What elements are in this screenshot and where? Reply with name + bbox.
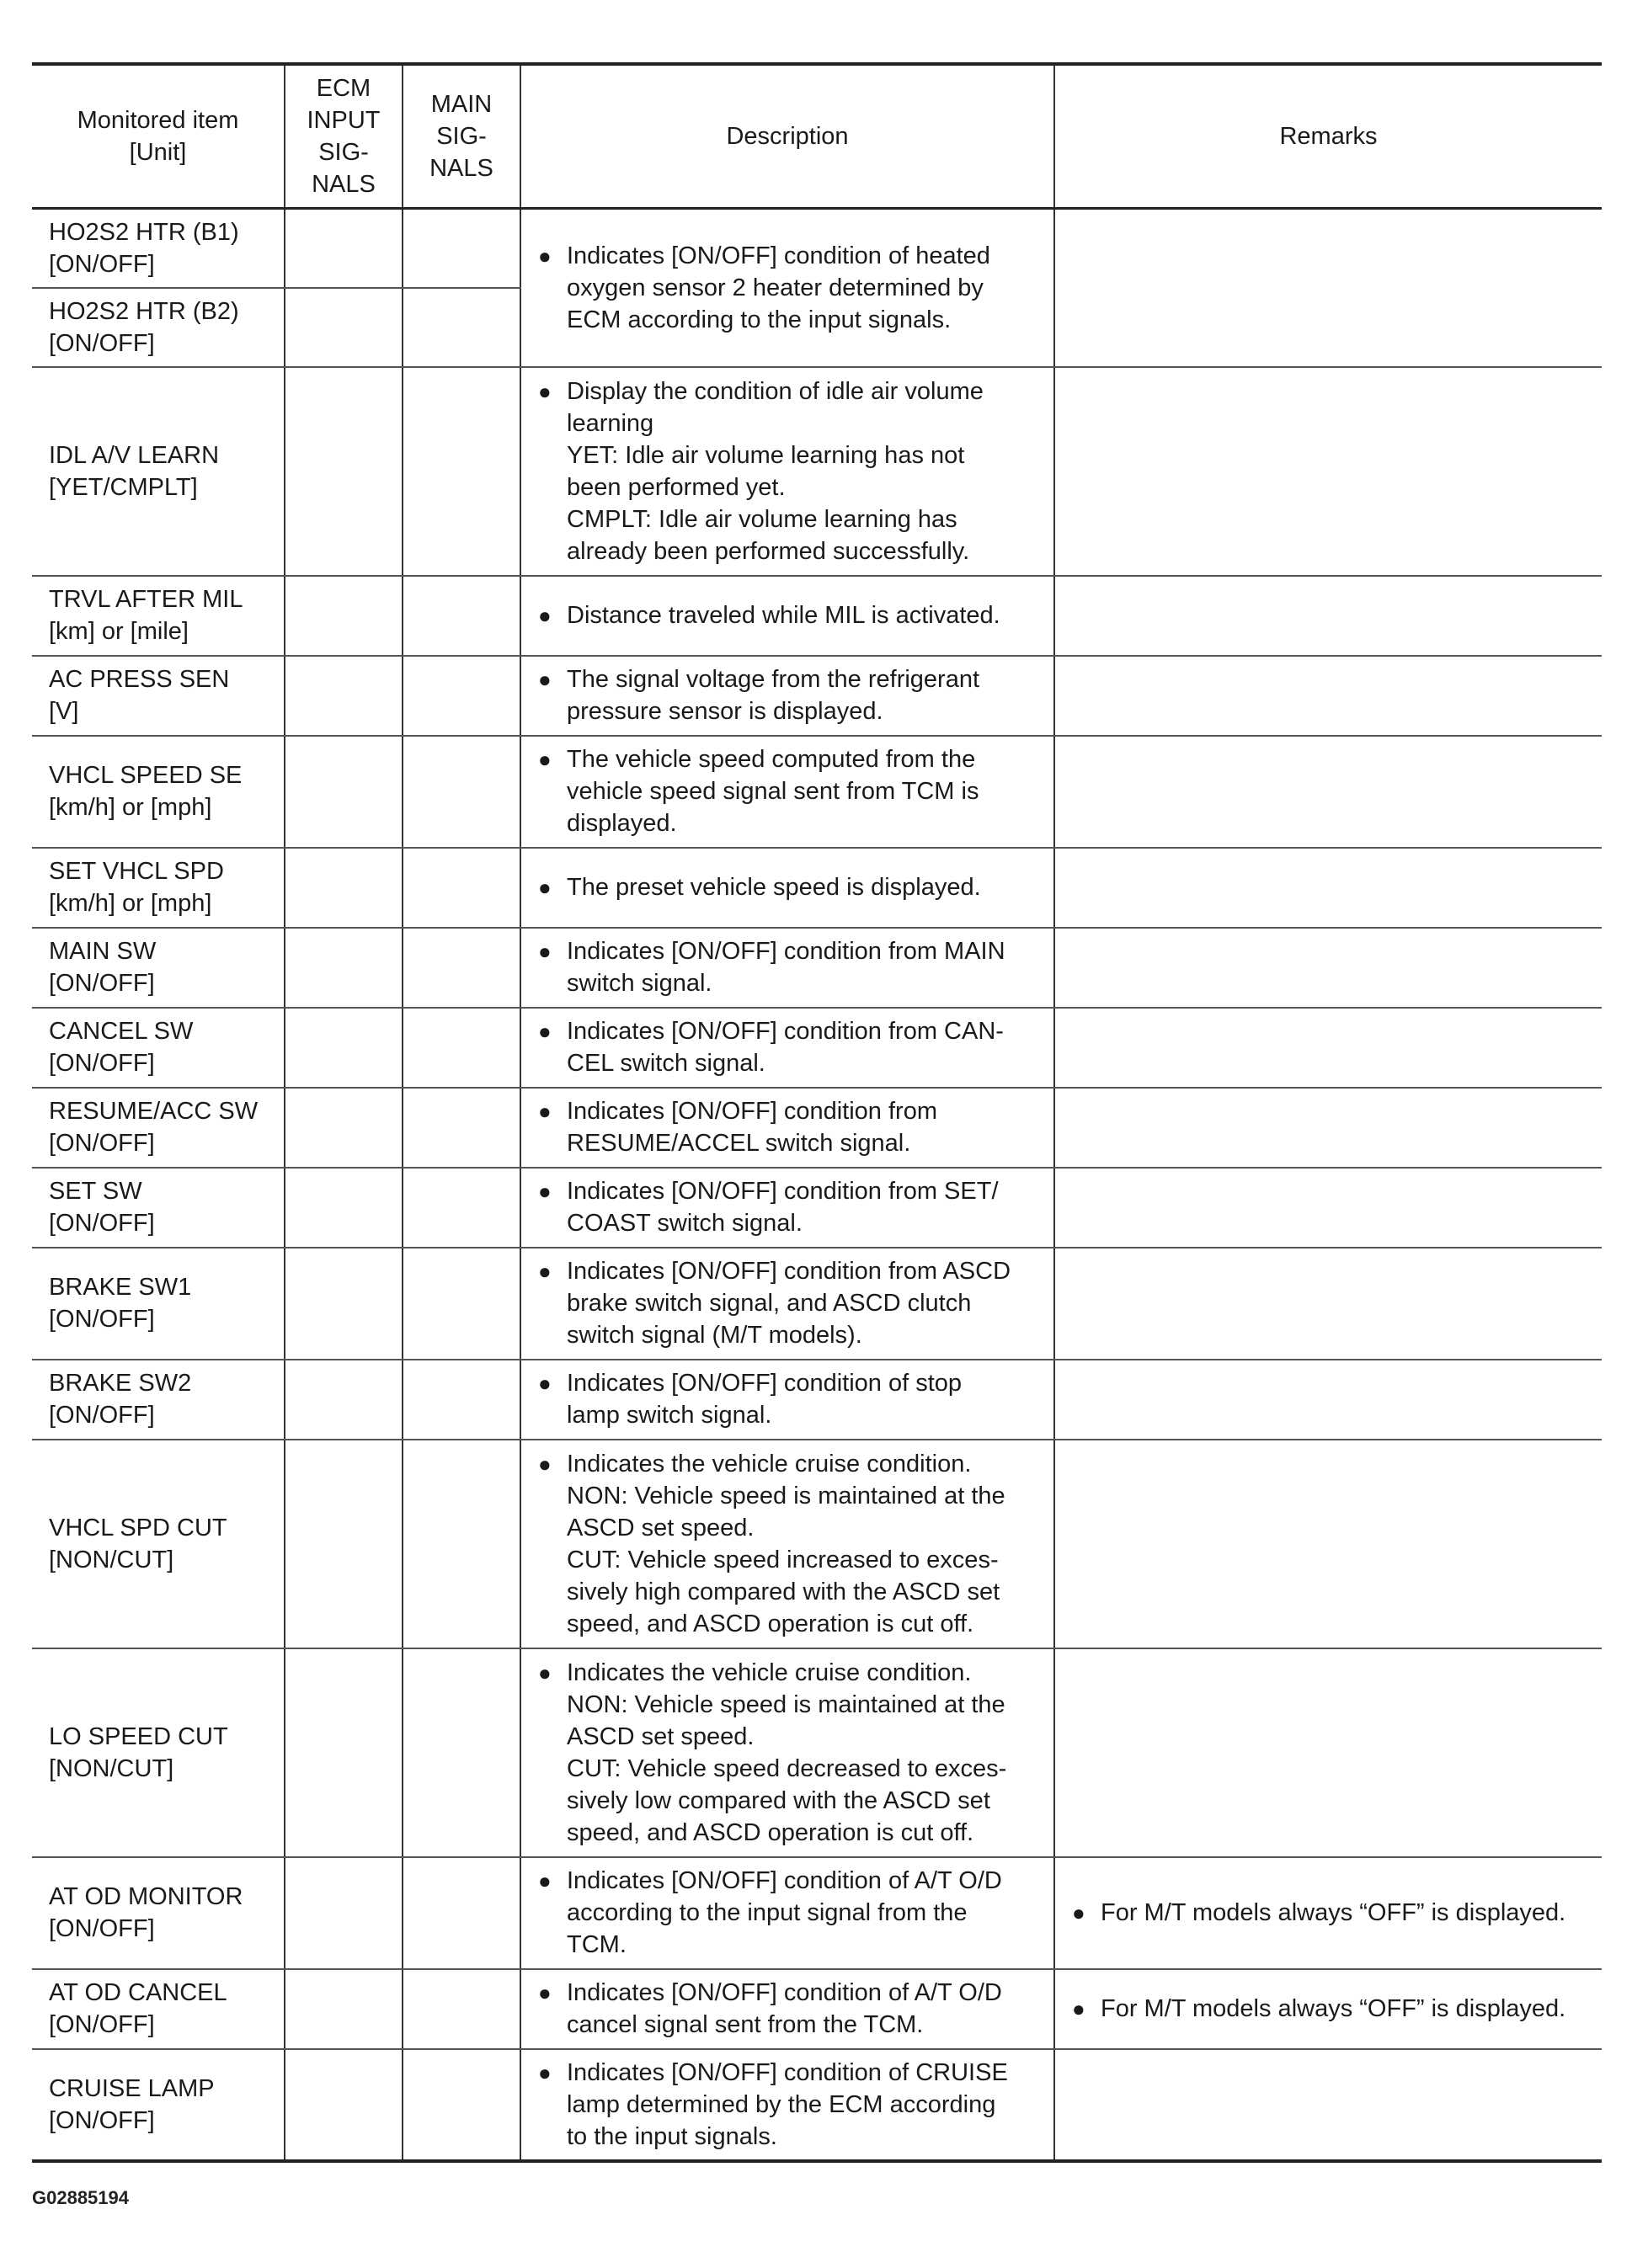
header-remarks: Remarks — [1054, 64, 1602, 209]
main-signal-cell — [403, 1008, 520, 1088]
remarks-cell: ● For M/T models always “OFF” is displayed. — [1054, 1969, 1602, 2049]
ecm-input-cell — [285, 848, 403, 928]
ecm-input-cell — [285, 1857, 403, 1969]
table-row — [32, 1008, 1602, 1088]
bullet-icon: ● — [538, 1659, 552, 1685]
table-row — [32, 1648, 1602, 1857]
bullet-icon: ● — [538, 1259, 552, 1284]
table-row — [32, 1440, 1602, 1648]
ecm-input-cell — [285, 576, 403, 656]
table-row — [32, 1969, 1602, 2049]
main-signal-cell — [403, 736, 520, 848]
remarks-cell: ● For M/T models always “OFF” is displayed. — [1054, 1857, 1602, 1969]
description-cell: ● Indicates [ON/OFF] condition of stop lamp switch signal. — [520, 1360, 1054, 1440]
description-cell: ● The preset vehicle speed is displayed. — [520, 848, 1054, 928]
main-signal-cell — [403, 1857, 520, 1969]
description-cell: ● Indicates [ON/OFF] condition of heated oxygen sensor 2 heater determined by ECM according to the input signals. — [520, 209, 1054, 367]
description-cell: ● Indicates [ON/OFF] condition from SET/ COAST switch signal. — [520, 1168, 1054, 1248]
monitored-item-cell: LO SPEED CUT [NON/CUT] — [32, 1648, 285, 1857]
remarks-cell — [1054, 1248, 1602, 1360]
ecm-input-cell — [285, 656, 403, 736]
monitored-item-cell: BRAKE SW2 [ON/OFF] — [32, 1360, 285, 1440]
table-row — [32, 2049, 1602, 2161]
main-signal-cell — [403, 1648, 520, 1857]
ecm-input-cell — [285, 209, 403, 288]
description-cell: ● Distance traveled while MIL is activated. — [520, 576, 1054, 656]
main-signal-cell — [403, 1440, 520, 1648]
bullet-icon: ● — [538, 1868, 552, 1893]
ecm-input-cell — [285, 367, 403, 576]
monitored-item-cell: AC PRESS SEN [V] — [32, 656, 285, 736]
monitored-item-cell: SET VHCL SPD [km/h] or [mph] — [32, 848, 285, 928]
ecm-input-cell — [285, 1008, 403, 1088]
remarks-cell — [1054, 576, 1602, 656]
remarks-cell — [1054, 848, 1602, 928]
main-signal-cell — [403, 2049, 520, 2161]
main-signal-cell — [403, 288, 520, 367]
bullet-icon: ● — [538, 875, 552, 900]
main-signal-cell — [403, 367, 520, 576]
ecm-input-cell — [285, 1168, 403, 1248]
table-row — [32, 736, 1602, 848]
bullet-icon: ● — [538, 747, 552, 772]
ecm-input-cell — [285, 1648, 403, 1857]
bullet-icon: ● — [538, 1371, 552, 1396]
description-cell: ● The signal voltage from the refrigerant pressure sensor is displayed. — [520, 656, 1054, 736]
monitored-item-cell: BRAKE SW1 [ON/OFF] — [32, 1248, 285, 1360]
table-row — [32, 848, 1602, 928]
remarks-cell — [1054, 367, 1602, 576]
monitored-item-cell: IDL A/V LEARN [YET/CMPLT] — [32, 367, 285, 576]
main-signal-cell — [403, 928, 520, 1008]
bullet-icon: ● — [1072, 1996, 1085, 2021]
remarks-cell — [1054, 928, 1602, 1008]
remarks-cell — [1054, 1168, 1602, 1248]
monitored-item-cell: AT OD MONITOR [ON/OFF] — [32, 1857, 285, 1969]
bullet-icon: ● — [538, 242, 552, 269]
table-row — [32, 1168, 1602, 1248]
monitored-item-cell: CRUISE LAMP [ON/OFF] — [32, 2049, 285, 2161]
monitored-item-cell: SET SW [ON/OFF] — [32, 1168, 285, 1248]
table-row — [32, 928, 1602, 1008]
description-cell: ● Indicates [ON/OFF] condition of A/T O/D according to the input signal from the TCM. — [520, 1857, 1054, 1969]
bullet-icon: ● — [538, 1099, 552, 1124]
main-signal-cell — [403, 1360, 520, 1440]
bullet-icon: ● — [538, 603, 552, 628]
ecm-input-cell — [285, 288, 403, 367]
bullet-icon: ● — [538, 939, 552, 964]
remarks-cell — [1054, 1440, 1602, 1648]
monitored-item-cell: TRVL AFTER MIL [km] or [mile] — [32, 576, 285, 656]
remarks-cell — [1054, 2049, 1602, 2161]
remarks-cell — [1054, 736, 1602, 848]
monitored-item-cell: AT OD CANCEL [ON/OFF] — [32, 1969, 285, 2049]
bullet-icon: ● — [538, 378, 552, 404]
monitor-table — [32, 62, 1602, 2163]
description-cell: ● Display the condition of idle air volume learning YET: Idle air volume learning has not been performed yet. CMPLT: Idle air volume learning has already been performed successfully. — [520, 367, 1054, 576]
table-row — [32, 367, 1602, 576]
ecm-input-cell — [285, 1440, 403, 1648]
description-cell: ● Indicates the vehicle cruise condition. NON: Vehicle speed is maintained at the ASCD set speed. CUT: Vehicle speed increased to exces- sively high compared with the ASCD set speed, and ASCD operation is cut off. — [520, 1440, 1054, 1648]
main-signal-cell — [403, 1088, 520, 1168]
ecm-input-cell — [285, 736, 403, 848]
description-cell: ● Indicates [ON/OFF] condition from RESUME/ACCEL switch signal. — [520, 1088, 1054, 1168]
header-monitored-item: Monitored item [Unit] — [32, 64, 285, 209]
remarks-cell — [1054, 1008, 1602, 1088]
remarks-cell — [1054, 209, 1602, 367]
monitored-item-cell: HO2S2 HTR (B1) [ON/OFF] — [32, 209, 285, 288]
monitored-item-cell: MAIN SW [ON/OFF] — [32, 928, 285, 1008]
header-main-signals: MAIN SIG- NALS — [403, 64, 520, 209]
monitored-item-cell: VHCL SPD CUT [NON/CUT] — [32, 1440, 285, 1648]
remarks-cell — [1054, 1360, 1602, 1440]
description-cell: ● Indicates [ON/OFF] condition from CAN- CEL switch signal. — [520, 1008, 1054, 1088]
ecm-input-cell — [285, 1248, 403, 1360]
main-signal-cell — [403, 1168, 520, 1248]
table-row — [32, 1248, 1602, 1360]
bullet-icon: ● — [538, 667, 552, 692]
ecm-input-cell — [285, 1969, 403, 2049]
monitored-item-cell: HO2S2 HTR (B2) [ON/OFF] — [32, 288, 285, 367]
remarks-cell — [1054, 656, 1602, 736]
description-cell: ● Indicates [ON/OFF] condition from MAIN switch signal. — [520, 928, 1054, 1008]
main-signal-cell — [403, 1248, 520, 1360]
ecm-input-cell — [285, 2049, 403, 2161]
bullet-icon: ● — [538, 1019, 552, 1044]
table-row — [32, 1857, 1602, 1969]
table-row — [32, 656, 1602, 736]
description-cell: ● Indicates [ON/OFF] condition of CRUISE lamp determined by the ECM according to the input signals. — [520, 2049, 1054, 2161]
bullet-icon: ● — [538, 1980, 552, 2005]
table-row — [32, 1088, 1602, 1168]
monitored-item-cell: CANCEL SW [ON/OFF] — [32, 1008, 285, 1088]
figure-id: G02885194 — [32, 2187, 129, 2208]
table-header-row — [32, 64, 1602, 209]
remarks-cell — [1054, 1648, 1602, 1857]
ecm-input-cell — [285, 1088, 403, 1168]
main-signal-cell — [403, 209, 520, 288]
bullet-icon: ● — [1072, 1900, 1085, 1925]
bullet-icon: ● — [538, 1179, 552, 1204]
main-signal-cell — [403, 848, 520, 928]
remarks-cell — [1054, 1088, 1602, 1168]
description-cell: ● The vehicle speed computed from the vehicle speed signal sent from TCM is displayed. — [520, 736, 1054, 848]
monitored-item-cell: RESUME/ACC SW [ON/OFF] — [32, 1088, 285, 1168]
table-row — [32, 576, 1602, 656]
header-ecm-input-signals: ECM INPUT SIG- NALS — [285, 64, 403, 209]
description-cell: ● Indicates [ON/OFF] condition of A/T O/D cancel signal sent from the TCM. — [520, 1969, 1054, 2049]
table-row — [32, 209, 1602, 288]
ecm-input-cell — [285, 928, 403, 1008]
table-row — [32, 1360, 1602, 1440]
monitored-item-cell: VHCL SPEED SE [km/h] or [mph] — [32, 736, 285, 848]
bullet-icon: ● — [538, 2059, 552, 2085]
bullet-icon: ● — [538, 1451, 552, 1477]
description-cell: ● Indicates the vehicle cruise condition. NON: Vehicle speed is maintained at the ASCD set speed. CUT: Vehicle speed decreased to exces- sively low compared with the ASCD set speed, and ASCD operation is cut off. — [520, 1648, 1054, 1857]
main-signal-cell — [403, 1969, 520, 2049]
header-description: Description — [520, 64, 1054, 209]
description-cell: ● Indicates [ON/OFF] condition from ASCD brake switch signal, and ASCD clutch switch signal (M/T models). — [520, 1248, 1054, 1360]
ecm-input-cell — [285, 1360, 403, 1440]
main-signal-cell — [403, 576, 520, 656]
main-signal-cell — [403, 656, 520, 736]
